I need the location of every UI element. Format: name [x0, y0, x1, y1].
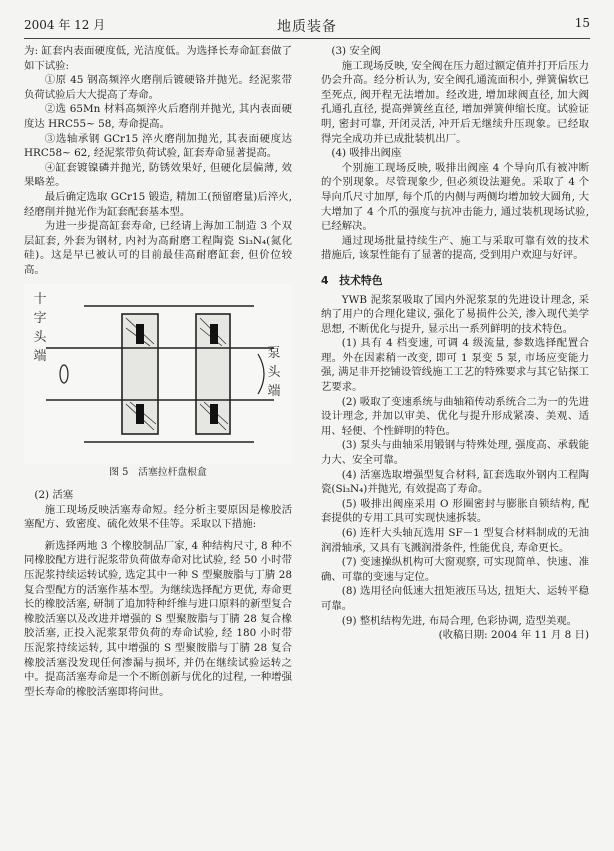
feature-item: (6) 连杆大头轴瓦选用 SF－1 型复合材料制成的无油润滑轴承, 又具有飞溅润滑条件, 性能优良, 寿命更长。: [321, 527, 589, 554]
section-heading: (3) 安全阀: [331, 45, 381, 57]
paragraph: YWB 泥浆泵吸取了国内外泥浆泵的先进设计理念, 采纳了用户的合理化建议, 强化了易损件公关, 渗入现代美学思想, 不断优化与提升, 显示出一系列鲜明的技术特色。: [321, 293, 589, 335]
feature-item: (5) 吸排出阀座采用 O 形圈密封与膨胀自锁结构, 配套提供的专用工具可实现快速拆装。: [321, 497, 589, 525]
header-date: 2004 年 12 月: [24, 18, 106, 32]
piston-rod-packing-drawing: [24, 284, 292, 464]
figure-5: [24, 284, 292, 464]
paragraph: 最后确定选取 GCr15 锻造, 精加工(预留磨量)后淬火, 经磨削并抛光作为缸套配套基本型。: [24, 190, 292, 218]
running-header: [24, 14, 590, 38]
feature-item: (1) 具有 4 档变速, 可调 4 级流量, 参数选择配置合理。外在因素稍一改变, 即可 1 泵变 5 泵, 市场应变能力强, 满足非开挖铺设管线施工工艺的特殊要求与其它钻探工艺要求。: [321, 337, 589, 394]
feature-item: (4) 活塞选取增强型复合材料, 缸套选取外钢内工程陶瓷(Si₃N₄)并抛光, 有效提高了寿命。: [321, 468, 589, 496]
section-title: 4 技术特色: [321, 273, 383, 287]
page-number: 15: [574, 16, 590, 30]
list-item: ④缸套镀镍磷并抛光, 防锈效果好, 但硬化层偏薄, 效果略差。: [24, 161, 292, 189]
paragraph: 新选择两地 3 个橡胶制品厂家, 4 种结构尺寸, 8 种不同橡胶配方进行泥浆带负荷做寿命对比试验, 经 50 小时带压泥浆持续运转试验, 选定其中一种 S 型聚胺脂与丁腈 28 复合型配方的活塞作基本型。为继续选择配方更优, 寿命更长的橡胶活塞, 研制了追加特种纤维与进口原料的新型复合橡胶活塞以及改进并增强的 S 型聚胺脂与丁腈 28 复合橡胶活塞, 正投入泥浆泵带负荷的寿命试验, 经 180 小时带压泥浆持续运转, 其中增强的 S 型聚胺脂与丁腈 28 复合橡胶活塞没发现任何渗漏与损坏, 并仍在继续试验运转之中。提高活塞寿命是一个不断创新与优化的过程, 一种增强型长寿命的橡胶活塞即将问世。: [24, 539, 292, 698]
list-item: ②选 65Mn 材料高频淬火后磨削并抛光, 其内表面硬度达 HRC55~ 58, 寿命提高。: [24, 103, 292, 130]
paragraph: 为进一步提高缸套寿命, 已经请上海加工制造 3 个双层缸套, 外套为钢材, 内衬为高耐磨工程陶瓷 Si₃N₄(氮化硅)。这是早已被认可的目前最佳高耐磨缸套, 但价位较高。: [24, 220, 292, 276]
paragraph: 施工现场反映, 安全阀在压力超过额定值并打开后压力仍会升高。经分析认为, 安全阀孔通流面积小, 弹簧偏软已至死点, 阀开程无法增加。经改进, 增加球阀直径, 加大阀孔通孔直径, 提高弹簧丝直径, 增加弹簧伸缩长度。试验证明, 密封可靠, 开闭灵活, 冲开后无继续升压现象。已经取得完全成功并已成批装机出厂。: [321, 59, 589, 145]
feature-item: (7) 变速操纵机构可大窗观察, 可实现简单、快速、准确、可靠的变速与定位。: [321, 556, 589, 583]
crosshead-end-label: 十字头端: [33, 291, 47, 364]
feature-item: (3) 泵头与曲轴采用锻钢与特殊处理, 强度高、承载能力大、安全可靠。: [321, 439, 589, 467]
header-rule: [24, 38, 590, 39]
journal-title: 地质装备: [277, 19, 337, 35]
paragraph: 施工现场反映活塞寿命短。经分析主要原因是橡胶活塞配方、致密度、硫化效果不佳等。采取以下措施:: [24, 503, 292, 531]
section-heading: (2) 活塞: [34, 489, 74, 502]
left-column: [24, 44, 292, 699]
feature-item: (9) 整机结构先进, 布局合理, 色彩协调, 造型美观。: [341, 614, 578, 627]
list-item: ③选轴承钢 GCr15 淬火磨削加抛光, 其表面硬度达 HRC58~ 62, 经泥浆带负荷试验, 缸套寿命显著提高。: [24, 132, 292, 160]
feature-item: (2) 吸取了变速系统与曲轴箱传动系统合二为一的先进设计理念, 并加以审美、优化与提升形成紧凑、美观、适用、轻便、个性鲜明的特色。: [321, 395, 589, 437]
figure-caption: 图 5 活塞拉杆盘根盒: [109, 466, 207, 478]
right-column: [321, 44, 589, 643]
received-date: (收稿日期: 2004 年 11 月 8 日): [438, 629, 589, 642]
feature-item: (8) 选用径向低速大扭矩液压马达, 扭矩大、运转平稳可靠。: [321, 585, 589, 612]
paragraph: 通过现场批量持续生产、施工与采取可靠有效的技术措施后, 该泵性能有了显著的提高, 受到用户欢迎与好评。: [321, 234, 589, 262]
list-item: ①原 45 钢高频淬火磨削后镀硬铬并抛光。经泥浆带负荷试验后大大提高了寿命。: [24, 74, 292, 101]
section-heading: (4) 吸排出阀座: [331, 147, 402, 160]
intro-paragraph: 为: 缸套内表面硬度低, 光洁度低。为选择长寿命缸套做了如下试验:: [24, 45, 292, 72]
pump-head-end-label: 泵头端: [267, 345, 281, 399]
paragraph: 个别施工现场反映, 吸排出阀座 4 个导向爪有被冲断的个别现象。尽管现象少, 但必须设法避免。采取了 4 个导向爪尺寸加厚, 每个爪的内侧与两侧均增加较大圆角, 大大增加了 4 个爪的强度与抗冲击能力, 通过装机现场试验, 已经解决。: [321, 161, 589, 233]
